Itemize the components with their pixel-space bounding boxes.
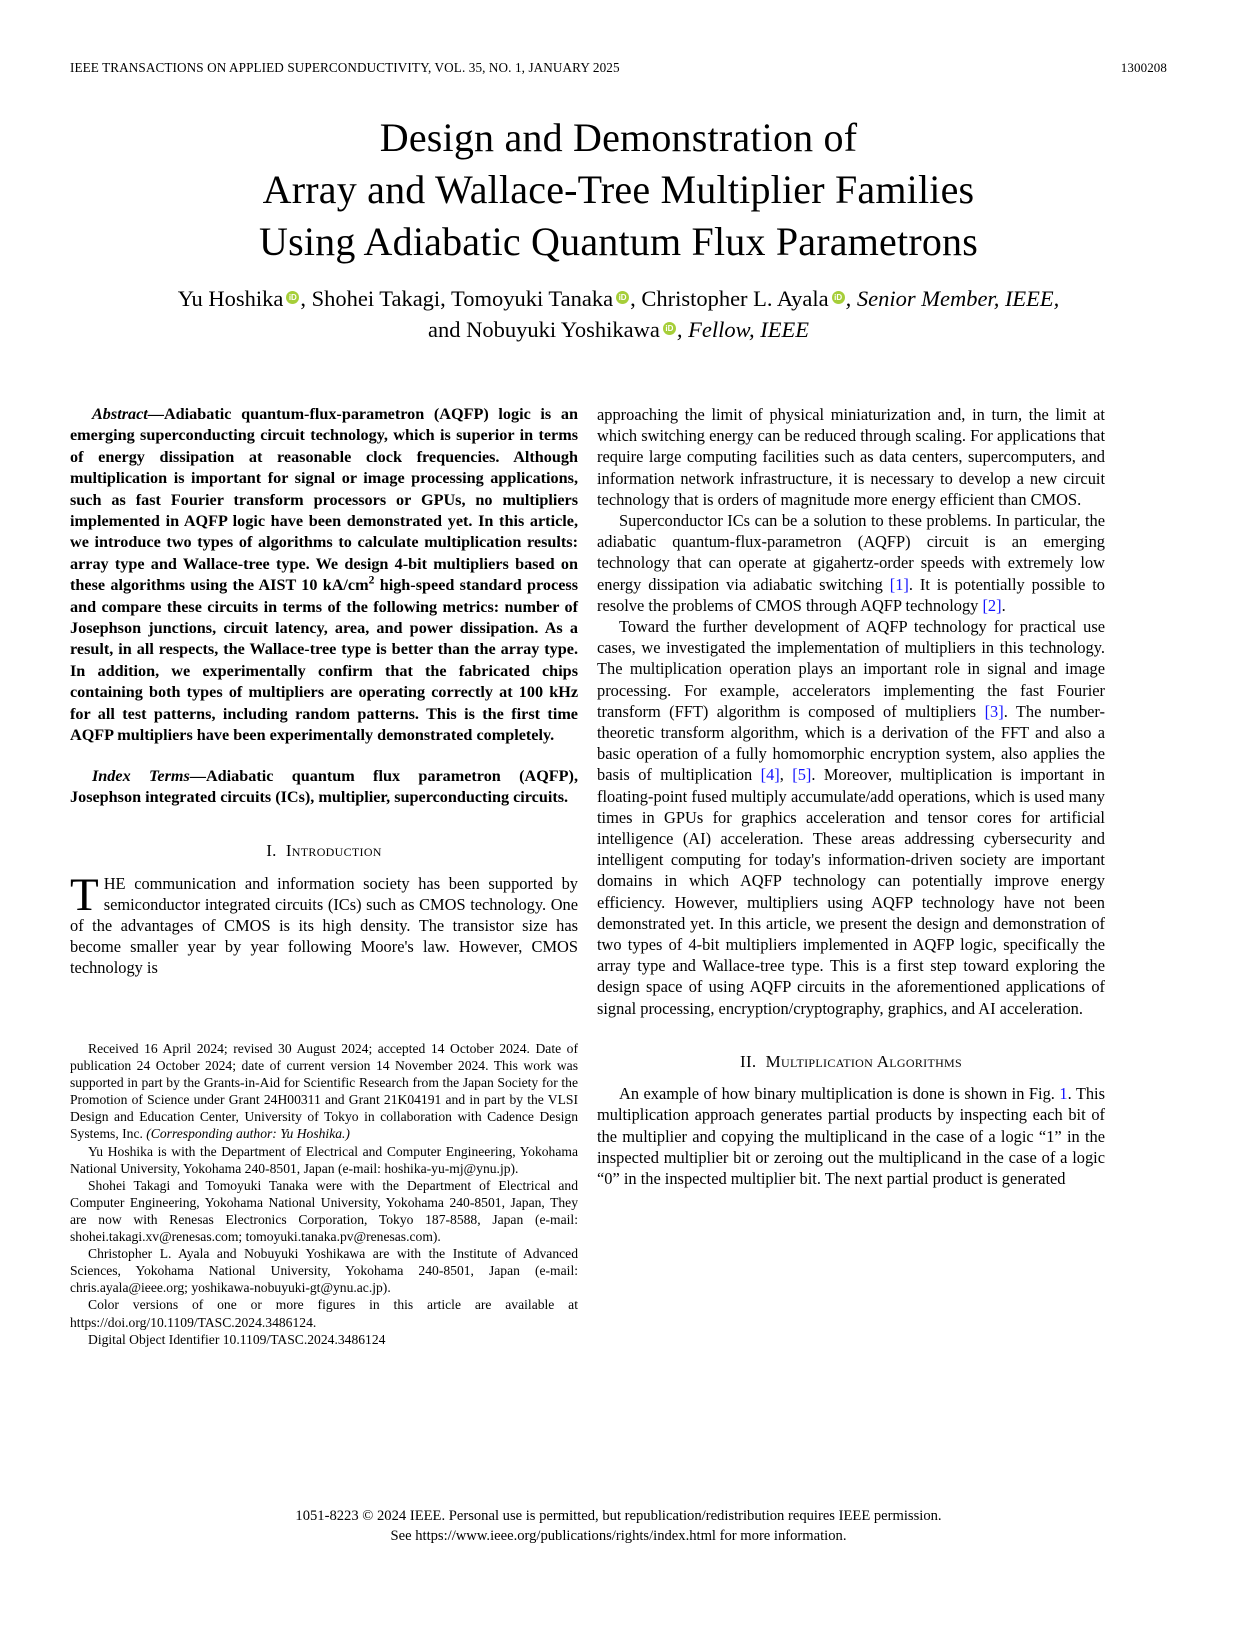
intro-paragraph-1 bbox=[70, 868, 578, 979]
section-number: I. bbox=[266, 841, 277, 861]
section-number: II. bbox=[739, 1051, 757, 1071]
index-terms-label: Index Terms bbox=[92, 766, 190, 785]
mult-paragraph-1 bbox=[597, 1083, 1105, 1189]
left-column bbox=[70, 404, 578, 979]
footnote-doi: Digital Object Identifier 10.1109/TASC.2024.3486124 bbox=[88, 1331, 386, 1347]
intro-paragraph-1-continued: approaching the limit of physical miniaturization and, in turn, the limit at which switching energy can be reduced through scaling. For applications that require large computing facilities such as data centers, supercomputers, and information network infrastructure, it is necessary to develop a new circuit technology that is orders of magnitude more energy efficient than CMOS. bbox=[597, 405, 1105, 509]
running-head bbox=[70, 60, 1167, 76]
citation-ref-2[interactable]: [2] bbox=[982, 595, 1002, 615]
footnote-affiliation-1: Yu Hoshika is with the Department of Electrical and Computer Engineering, Yokohama National University, Yokohama 240-8501, Japan (e-mail: hoshika-yu-mj@ynu.jp). bbox=[70, 1143, 578, 1176]
intro-p2-c: . bbox=[1001, 595, 1006, 615]
section-title: Introduction bbox=[285, 841, 382, 861]
mult-p1-b: . This multiplication approach generates partial products by inspecting each bit of the multiplier and copying the multiplicand in the case of a logic “1” in the inspected multiplier bit or zeroing out the multiplicand in the case of a logic “0” in the inspected multiplier bit. The next partial product is generated bbox=[597, 1084, 1105, 1188]
author-line-2 bbox=[70, 314, 1167, 345]
figure-ref-1[interactable]: 1 bbox=[1059, 1084, 1068, 1104]
citation-ref-1[interactable]: [1] bbox=[889, 574, 909, 594]
index-terms-text: Adiabatic quantum flux parametron (AQFP), Josephson integrated circuits (ICs), multiplier, superconducting circuits. bbox=[70, 766, 578, 806]
abstract-dash: — bbox=[147, 405, 164, 423]
title-line-1: Design and Demonstration of bbox=[379, 115, 858, 160]
citation-ref-4[interactable]: [4] bbox=[760, 765, 780, 785]
citation-ref-3[interactable]: [3] bbox=[984, 701, 1004, 721]
abstract-text-part2: high-speed standard process and compare these circuits in terms of the following metrics: number of Josephson junctions, circuit latency, area, and power dissipation. As a result, in all respects, the Wallace-tree type is better than the array type. In addition, we experimentally confirm that the fabricated chips containing both types of multipliers are operating correctly at 100 kHz for all test patterns, including random patterns. This is the first time AQFP multipliers have been experimentally demonstrated completely. bbox=[70, 576, 578, 745]
intro-paragraph-1-text: HE communication and information society has been supported by semiconductor integrated circuits (ICs) such as CMOS technology. One of the advantages of CMOS is its high density. The transistor size has become smaller year by year following Moore's law. However, CMOS technology is bbox=[70, 873, 578, 978]
abstract-label: Abstract bbox=[92, 405, 148, 423]
author-christopher-ayala: , Christopher L. Ayala bbox=[630, 286, 829, 311]
orcid-icon[interactable] bbox=[663, 322, 676, 335]
authors-takagi-tanaka: , Shohei Takagi, Tomoyuki Tanaka bbox=[300, 286, 614, 311]
author-rank-senior-member: , Senior Member, IEEE, bbox=[845, 286, 1060, 311]
footnote-block bbox=[70, 1040, 578, 1348]
orcid-icon[interactable] bbox=[832, 291, 845, 304]
footnote-color-versions: Color versions of one or more figures in this article are available at https://doi.org/10.1109/TASC.2024.3486124. bbox=[70, 1297, 578, 1330]
intro-p3-c: . Moreover, multiplication is important in floating-point fused multiply accumulate/add operations, which is used many times in GPUs for graphics acceleration and tensor cores for artificial intelligence (AI) acceleration. These areas addressing cybersecurity and intelligent computing for today's information-driven society are important domains in which AQFP technology can potentially improve energy efficiency. However, multipliers using AQFP technology have not been demonstrated yet. In this article, we present the design and demonstration of two types of 4-bit multipliers implemented in AQFP logic, specifically the array type and Wallace-tree type. This is a first step toward exploring the design space of using AQFP circuits in the aforementioned applications of signal processing, encryption/cryptography, graphics, and AI acceleration. bbox=[597, 765, 1105, 1018]
article-number: 1300208 bbox=[1120, 60, 1167, 75]
intro-p2-a: Superconductor ICs can be a solution to these problems. In particular, the adiabatic quantum-flux-parametron (AQFP) circuit is an emerging technology that can operate at gigahertz-order speeds with extremely low energy dissipation via adiabatic switching bbox=[597, 511, 1105, 594]
footnote-received-text: Received 16 April 2024; revised 30 August 2024; accepted 14 October 2024. Date of publication 24 October 2024; date of current version 14 November 2024. This work was supported in part by the Grants-in-Aid for Scientific Research from the Japan Society for the Promotion of Science under Grant 24H00311 and Grant 21K04191 and in part by the VLSI Design and Education Center, University of Tokyo in collaboration with Cadence Design Systems, Inc. bbox=[70, 1041, 578, 1142]
author-nobuyuki-yoshikawa: and Nobuyuki Yoshikawa bbox=[428, 317, 660, 342]
section-title: Multiplication Algorithms bbox=[765, 1051, 963, 1071]
footnote-corresponding-author: (Corresponding author: Yu Hoshika.) bbox=[146, 1126, 350, 1142]
abstract-paragraph bbox=[70, 404, 578, 747]
citation-separator: , bbox=[779, 765, 793, 785]
author-list bbox=[70, 283, 1167, 345]
paper-title bbox=[70, 112, 1167, 268]
orcid-icon[interactable] bbox=[286, 291, 299, 304]
drop-cap-letter: T bbox=[70, 868, 99, 921]
index-terms-paragraph bbox=[70, 766, 578, 809]
intro-paragraph-2 bbox=[597, 510, 1105, 616]
journal-running-title: IEEE TRANSACTIONS ON APPLIED SUPERCONDUCTIVITY, VOL. 35, NO. 1, JANUARY 2025 bbox=[70, 60, 620, 75]
index-terms-dash: — bbox=[189, 766, 206, 785]
intro-paragraph-3 bbox=[597, 616, 1105, 1019]
author-line-1 bbox=[70, 283, 1167, 314]
intro-p3-b: . The number-theoretic transform algorithm, which is a derivation of the FFT and also a basic operation of a fully homomorphic encryption system, also applies the basis of multiplication bbox=[597, 701, 1105, 785]
copyright-line-1: 1051-8223 © 2024 IEEE. Personal use is permitted, but republication/redistribution requires IEEE permission. bbox=[295, 1508, 942, 1524]
author-rank-fellow: , Fellow, IEEE bbox=[676, 317, 809, 342]
copyright-line-2: See https://www.ieee.org/publications/rights/index.html for more information. bbox=[390, 1528, 847, 1544]
footnote-affiliation-3: Christopher L. Ayala and Nobuyuki Yoshikawa are with the Institute of Advanced Sciences, Yokohama National University, Yokohama 240-8501, Japan (e-mail: chris.ayala@ieee.org; yoshikawa-nobuyuki-gt@ynu.ac.jp). bbox=[70, 1246, 578, 1296]
abstract-superscript: 2 bbox=[368, 573, 375, 587]
section-heading-multiplication-algorithms bbox=[597, 1051, 1105, 1072]
intro-p2-b: . It is potentially possible to resolve the problems of CMOS through AQFP technology bbox=[597, 574, 1105, 615]
right-column bbox=[597, 404, 1105, 1189]
citation-ref-5[interactable]: [5] bbox=[792, 765, 812, 785]
copyright-footer bbox=[70, 1506, 1167, 1546]
intro-p3-a: Toward the further development of AQFP technology for practical use cases, we investigated the implementation of multipliers in this technology. The multiplication operation plays an important role in signal and image processing. For example, accelerators implementing the fast Fourier transform (FFT) algorithm is composed of multipliers bbox=[597, 617, 1105, 721]
author-yu-hoshika: Yu Hoshika bbox=[177, 286, 284, 311]
abstract-text-part1: Adiabatic quantum-flux-parametron (AQFP) logic is an emerging superconducting circuit technology, which is superior in terms of energy dissipation at reasonable clock frequencies. Although multiplication is important for signal or image processing applications, such as fast Fourier transform processors or GPUs, no multipliers implemented in AQFP logic have been demonstrated yet. In this article, we introduce two types of algorithms to calculate multiplication results: array type and Wallace-tree type. We design 4-bit multipliers based on these algorithms using the AIST 10 kA/cm bbox=[70, 405, 578, 595]
orcid-icon[interactable] bbox=[616, 291, 629, 304]
footnote-received bbox=[70, 1040, 578, 1143]
title-line-3: Using Adiabatic Quantum Flux Parametrons bbox=[258, 219, 978, 264]
footnote-affiliation-2: Shohei Takagi and Tomoyuki Tanaka were with the Department of Electrical and Computer Engineering, Yokohama National University, Yokohama 240-8501, Japan, They are now with Renesas Electronics Corporation, Tokyo 187-8588, Japan (e-mail: shohei.takagi.xv@renesas.com; tomoyuki.tanaka.pv@renesas.com). bbox=[70, 1177, 578, 1245]
mult-p1-a: An example of how binary multiplication is done is shown in Fig. bbox=[619, 1084, 1060, 1104]
section-heading-introduction bbox=[70, 840, 578, 861]
title-line-2: Array and Wallace-Tree Multiplier Families bbox=[262, 167, 975, 212]
